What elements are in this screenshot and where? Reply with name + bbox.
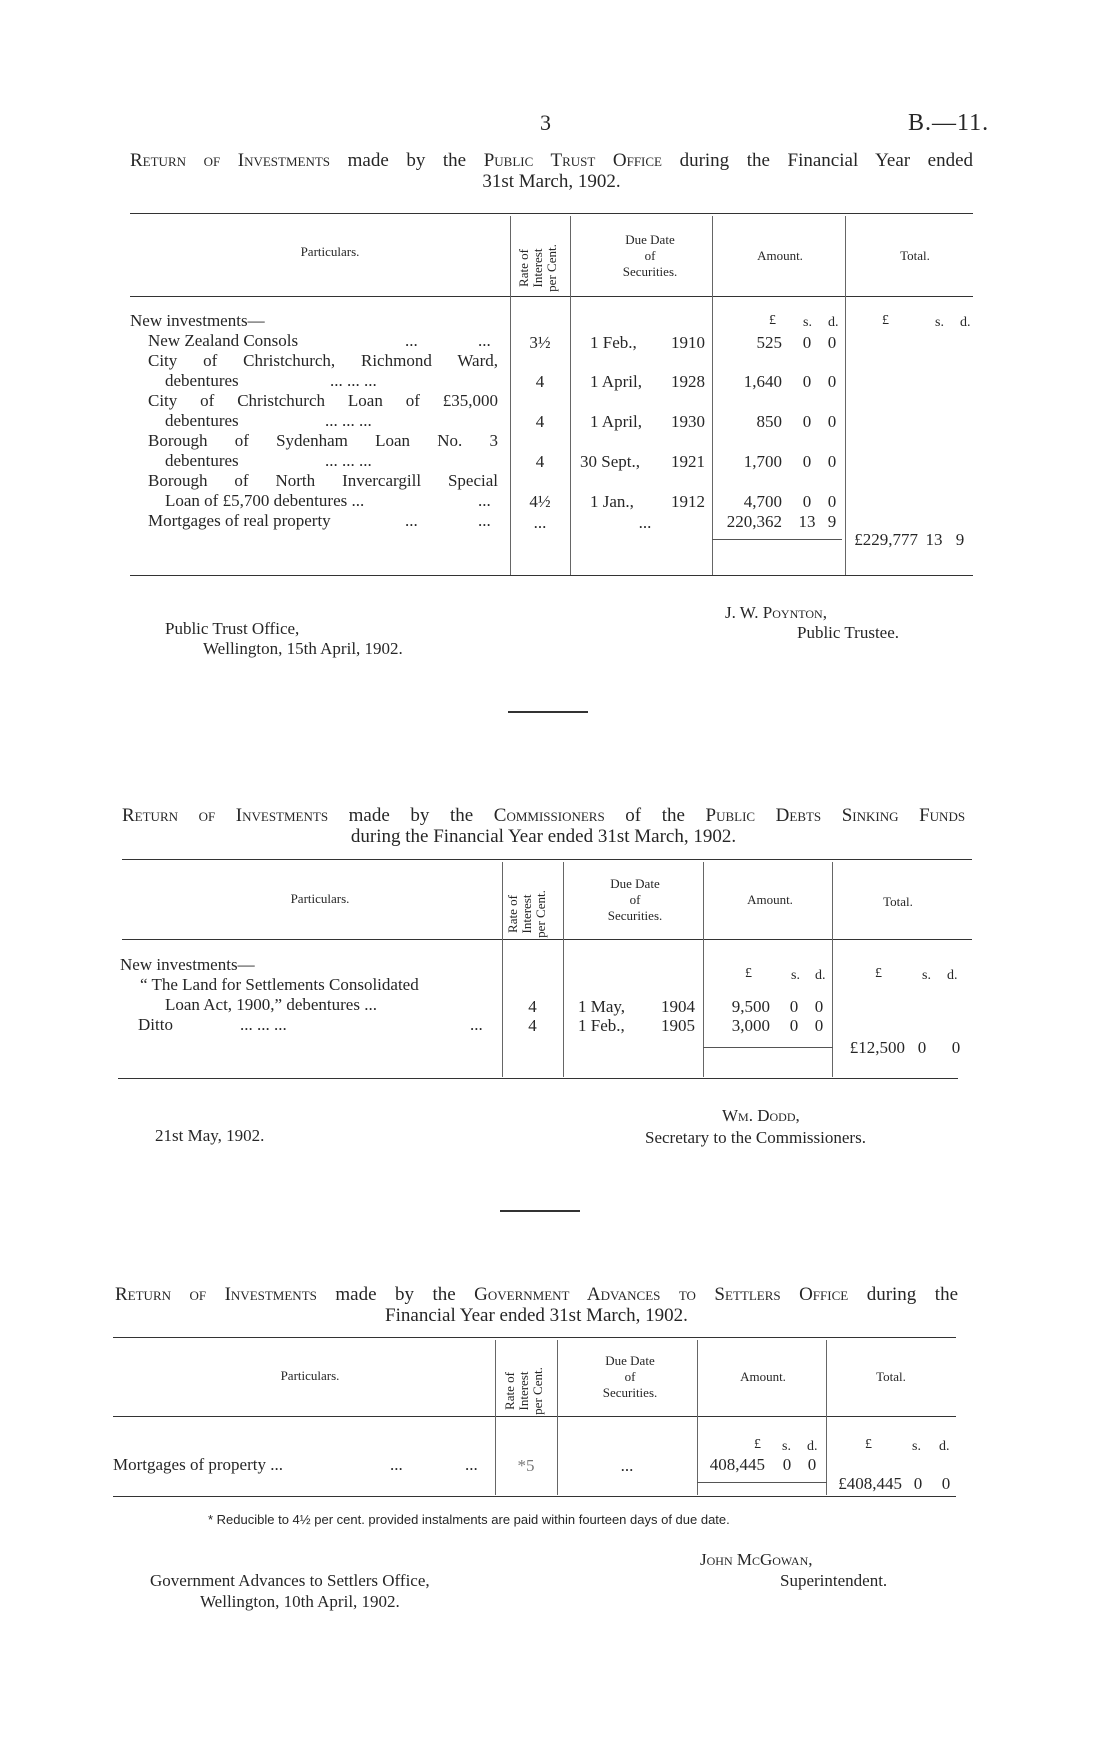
table-row-rate: 3½	[529, 333, 551, 352]
table-row-pence: 0	[827, 452, 837, 471]
table-row-particulars: “ The Land for Settlements Consolidated	[140, 975, 419, 994]
leader-dots: ... ... ...	[240, 1015, 287, 1034]
total-d-label: d.	[947, 968, 958, 983]
table-row-shillings: 0	[802, 412, 812, 431]
total-s-label: s.	[935, 315, 944, 330]
total-shillings: 0	[913, 1474, 923, 1493]
total-d-label: d.	[939, 1439, 950, 1454]
section3-title-line2: Financial Year ended 31st March, 1902.	[385, 1305, 688, 1326]
col-header-total: Total.	[883, 894, 913, 909]
leader-dots: ...	[470, 1015, 483, 1034]
table-row-pounds: 525	[756, 333, 782, 352]
table-row-pence: 0	[807, 1455, 817, 1474]
col-header-particulars: Particulars.	[290, 891, 350, 906]
leader-dots: ...	[465, 1455, 478, 1474]
section2-title-line1: Return of Investments made by the Commissioners of the Public Debts Sinking Funds	[122, 805, 966, 826]
col-header-total: Total.	[876, 1369, 906, 1384]
table-row-due-year: 1910	[671, 333, 705, 352]
amount-pound-sign: £	[745, 966, 752, 981]
document-code: B.—11.	[908, 110, 990, 136]
amount-s-label: s.	[791, 968, 800, 983]
table-row-due-year: 1904	[661, 997, 695, 1016]
amount-d-label: d.	[828, 315, 839, 330]
section3-office: Government Advances to Settlers Office,	[150, 1571, 430, 1590]
table-row-pence: 0	[827, 412, 837, 431]
section-divider	[508, 711, 588, 713]
total-shillings: 0	[917, 1038, 927, 1057]
table-row-pounds: 1,700	[743, 452, 782, 471]
table-row-due-year: 1912	[671, 492, 705, 511]
table-row-due-day: ...	[638, 513, 652, 532]
section1-title-line2: 31st March, 1902.	[482, 171, 621, 192]
table-row-shillings: 0	[789, 1016, 799, 1035]
section1-signatory: J. W. Poynton,	[725, 603, 827, 622]
table-row-due-year: 1928	[671, 372, 705, 391]
table-row-shillings: 0	[789, 997, 799, 1016]
leader-dots: ...	[478, 331, 491, 350]
page-number: 3	[540, 110, 551, 135]
table-row-pounds: 220,362	[726, 512, 782, 531]
leader-dots: ...	[405, 511, 418, 530]
total-d-label: d.	[960, 315, 971, 330]
table-row-rate: 4	[535, 452, 545, 471]
leader-dots: ...	[478, 511, 491, 530]
table-row-pence: 0	[827, 372, 837, 391]
table-row-particulars: Ditto	[138, 1015, 173, 1034]
table-row-due-day: 1 Feb.,	[578, 1016, 625, 1035]
leader-dots: ... ... ...	[330, 371, 377, 390]
col-header-particulars: Particulars.	[280, 1368, 340, 1383]
table-row-pounds: 1,640	[743, 372, 782, 391]
table-row-particulars: New Zealand Consols	[148, 331, 299, 350]
table-row-due-day: 1 Jan.,	[590, 492, 634, 511]
total-pound-sign: £	[882, 313, 889, 328]
amount-s-label: s.	[803, 315, 812, 330]
col-header-due: Due Date of Securities.	[602, 1353, 658, 1400]
total-pounds: £408,445	[838, 1474, 902, 1493]
table-row-due-year: 1921	[671, 452, 705, 471]
table-row-rate: *5	[517, 1456, 535, 1475]
table-row-particulars: Mortgages of real property	[148, 511, 331, 530]
amount-pound-sign: £	[754, 1437, 761, 1452]
col-header-rate: Rate of Interest per Cent.	[502, 1367, 545, 1415]
table-row-particulars: Borough of Sydenham Loan No. 3	[148, 431, 498, 450]
section2-signatory: Wm. Dodd,	[722, 1106, 800, 1125]
section2-signatory-title: Secretary to the Commissioners.	[645, 1128, 866, 1147]
table-row-shillings: 0	[802, 333, 812, 352]
leader-dots: ... ... ...	[325, 411, 372, 430]
section1-office: Public Trust Office,	[165, 619, 300, 638]
section1-office-date: Wellington, 15th April, 1902.	[203, 639, 403, 658]
section2-title	[122, 805, 965, 847]
table-row-particulars: Mortgages of property ...	[113, 1455, 283, 1474]
table-row-pence: 9	[827, 512, 837, 531]
table-row-particulars: City of Christchurch Loan of £35,000	[148, 391, 498, 410]
amount-s-label: s.	[782, 1439, 791, 1454]
total-s-label: s.	[912, 1439, 921, 1454]
amount-pound-sign: £	[769, 313, 776, 328]
total-pence: 0	[951, 1038, 961, 1057]
table-row-pounds: 9,500	[731, 997, 770, 1016]
total-pence: 0	[941, 1474, 951, 1493]
table-row-rate: 4	[535, 412, 545, 431]
table-row-pounds: 408,445	[709, 1455, 765, 1474]
section2-date: 21st May, 1902.	[155, 1126, 265, 1145]
section1-title-line1: Return of Investments made by the Public Trust Office during the Financial Year ended	[130, 150, 974, 171]
table-row-due-day: 1 Feb.,	[590, 333, 637, 352]
total-pound-sign: £	[875, 966, 882, 981]
table-row-particulars-cont: debentures	[165, 371, 239, 390]
table-row-particulars: City of Christchurch, Richmond Ward,	[148, 351, 498, 370]
table-row-pence: 0	[827, 492, 837, 511]
col-header-rate: Rate of Interest per Cent.	[516, 244, 559, 292]
col-header-total: Total.	[900, 248, 930, 263]
section2-group-label: New investments—	[120, 955, 255, 974]
amount-d-label: d.	[807, 1439, 818, 1454]
table-row-particulars-cont: Loan of £5,700 debentures ...	[165, 491, 365, 510]
table-row-rate: 4½	[529, 492, 551, 511]
section3-signatory: John McGowan,	[700, 1550, 813, 1569]
table-row-particulars: Borough of North Invercargill Special	[148, 471, 498, 490]
table-row-particulars-cont: Loan Act, 1900,” debentures ...	[165, 995, 377, 1014]
section1-signatory-title: Public Trustee.	[797, 623, 900, 642]
section2-title-line2: during the Financial Year ended 31st March, 1902.	[350, 826, 737, 847]
table-row-pounds: 4,700	[743, 492, 782, 511]
table-row-shillings: 0	[782, 1455, 792, 1474]
col-header-particulars: Particulars.	[300, 244, 360, 259]
total-pence: 9	[955, 530, 965, 549]
table-row-particulars-cont: debentures	[165, 451, 239, 470]
amount-d-label: d.	[815, 968, 826, 983]
section3-office-date: Wellington, 10th April, 1902.	[200, 1592, 400, 1611]
table-row-due-year: 1905	[661, 1016, 695, 1035]
table-row-due-day: 1 May,	[578, 997, 626, 1016]
total-pound-sign: £	[865, 1437, 872, 1452]
table-row-due-day: 30 Sept.,	[580, 452, 640, 471]
total-pounds: £229,777	[854, 530, 918, 549]
col-header-rate: Rate of Interest per Cent.	[505, 890, 548, 938]
section1-title	[130, 150, 973, 192]
table-row-rate: 4	[528, 1016, 537, 1035]
col-header-amount: Amount.	[747, 892, 793, 907]
leader-dots: ...	[390, 1455, 403, 1474]
col-header-amount: Amount.	[757, 248, 803, 263]
table-row-pence: 0	[814, 1016, 824, 1035]
section3-title	[115, 1284, 958, 1326]
col-header-amount: Amount.	[740, 1369, 786, 1384]
total-pounds: £12,500	[849, 1038, 905, 1057]
section3-title-line1: Return of Investments made by the Government Advances to Settlers Office during the	[115, 1284, 959, 1305]
table-row-pence: 0	[827, 333, 837, 352]
table-row-pence: 0	[814, 997, 824, 1016]
table-row-rate: 4	[528, 997, 537, 1016]
table-row-shillings: 0	[802, 492, 812, 511]
section3-footnote: * Reducible to 4½ per cent. provided instalments are paid within fourteen days of due date.	[208, 1512, 730, 1527]
leader-dots: ...	[478, 491, 491, 510]
total-shillings: 13	[925, 530, 943, 549]
table-row-due-day: ...	[620, 1456, 634, 1475]
table-row-rate: 4	[535, 372, 545, 391]
leader-dots: ... ... ...	[325, 451, 372, 470]
table-row-pounds: 3,000	[731, 1016, 770, 1035]
table-row-pounds: 850	[756, 412, 782, 431]
section1-group-label: New investments—	[130, 311, 265, 330]
section-divider	[500, 1210, 580, 1212]
col-header-due: Due Date of Securities.	[607, 876, 663, 923]
table-row-due-day: 1 April,	[590, 412, 642, 431]
table-row-due-year: 1930	[671, 412, 705, 431]
table-row-particulars-cont: debentures	[165, 411, 239, 430]
table-row-shillings: 13	[798, 512, 816, 531]
table-row-rate: ...	[533, 513, 547, 532]
leader-dots: ...	[405, 331, 418, 350]
table-row-shillings: 0	[802, 452, 812, 471]
table-row-due-day: 1 April,	[590, 372, 642, 391]
col-header-due: Due Date of Securities.	[622, 232, 678, 279]
table-row-shillings: 0	[802, 372, 812, 391]
total-s-label: s.	[922, 968, 931, 983]
section3-signatory-title: Superintendent.	[780, 1571, 888, 1590]
